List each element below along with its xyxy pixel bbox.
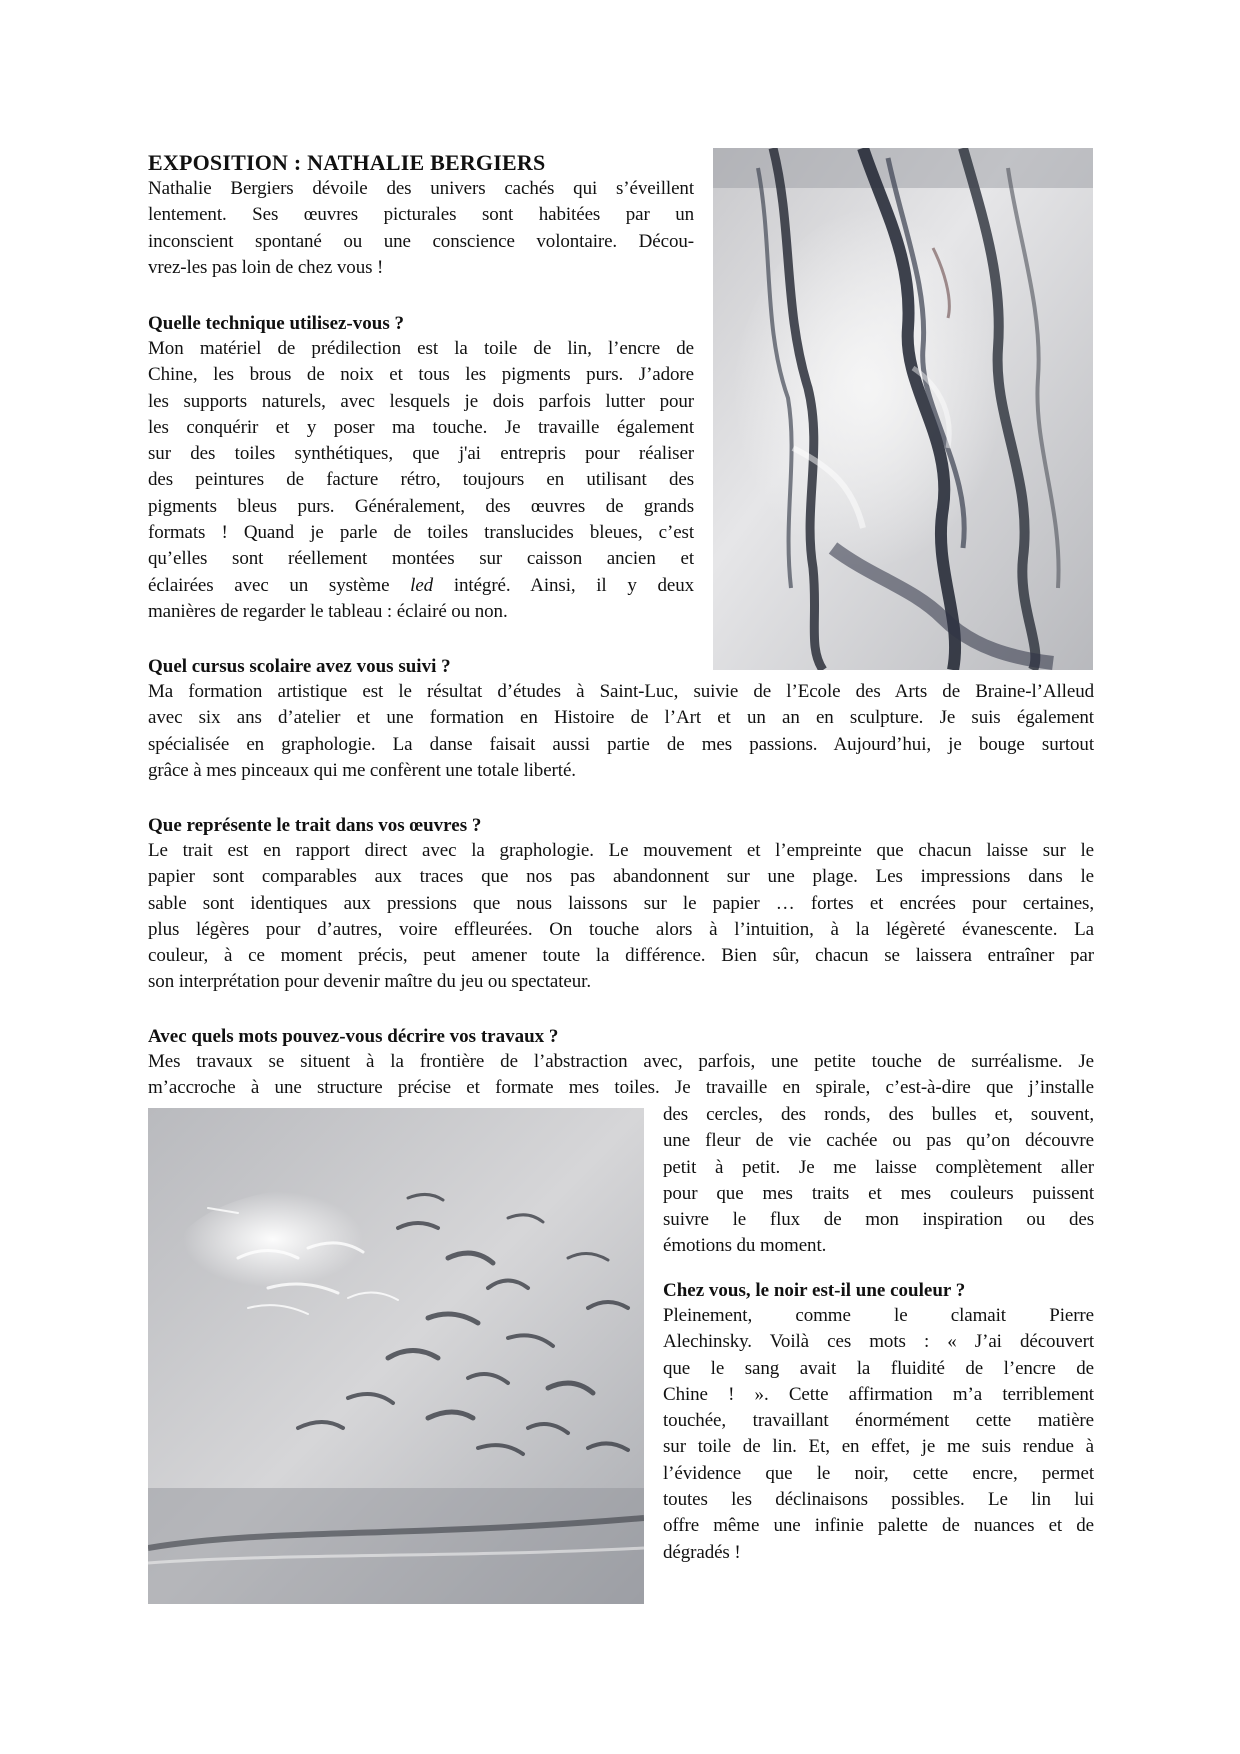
text-line: des peintures de facture rétro, toujours en utilisant des [148, 469, 694, 491]
text-line: Nathalie Bergiers dévoile des univers cachés qui s’éveillent [148, 178, 694, 199]
text-line: une fleur de vie cachée ou pas qu’on découvre [663, 1130, 1094, 1152]
text-line: les conquérir et y poser ma touche. Je travaille également [148, 416, 694, 438]
text-line: qu’elles sont réellement montées sur caisson ancien et [148, 548, 694, 570]
intro-paragraph [148, 176, 694, 281]
text-line: son interprétation pour devenir maître du jeu ou spectateur. [148, 971, 591, 993]
mots-paragraph-full [148, 1049, 1094, 1102]
text-line: que le sang avait la fluidité de l’encre de [663, 1357, 1094, 1379]
text-line: Le trait est en rapport direct avec la graphologie. Le mouvement et l’empreinte que chacun laisse sur le [148, 840, 1094, 861]
cursus-paragraph [148, 679, 1094, 784]
text-line: Chine, les brous de noix et tous les pigments purs. J’adore [148, 364, 694, 386]
text-line: l’évidence que le noir, cette encre, permet [663, 1462, 1094, 1484]
text-line: Alechinsky. Voilà ces mots : « J’ai découvert [663, 1331, 1094, 1353]
text-line: plus légères pour d’autres, voire effleurées. On touche alors à l’intuition, à la légèreté évanescente. La [148, 918, 1094, 940]
text-line: sable sont identiques aux pressions que nous laissons sur le papier … fortes et encrées pour certaines, [148, 892, 1094, 914]
ink-painting-swirling-strokes-icon [148, 1108, 644, 1604]
text-line: Ma formation artistique est le résultat d’études à Saint-Luc, suivie de l’Ecole des Arts de Braine-l’Alleud [148, 681, 1094, 702]
trait-paragraph [148, 838, 1094, 996]
text-line: sur des toiles synthétiques, que j'ai entrepris pour réaliser [148, 443, 694, 465]
mots-paragraph-narrow [663, 1102, 1094, 1260]
text-line: suivre le flux de mon inspiration ou des [663, 1209, 1094, 1231]
ink-painting-vertical-strokes-icon [713, 148, 1093, 670]
text-line: pour que mes traits et mes couleurs puissent [663, 1182, 1094, 1204]
article-title: EXPOSITION : NATHALIE BERGIERS [148, 150, 546, 175]
text-fragment: éclairées avec un système [148, 574, 390, 596]
text-line: les supports naturels, avec lesquels je dois parfois lutter pour [148, 390, 694, 412]
text-line: pigments bleus purs. Généralement, des œuvres de grands [148, 495, 694, 517]
text-line: petit à petit. Je me laisse complètement aller [663, 1156, 1094, 1178]
text-line: grâce à mes pinceaux qui me confèrent une totale liberté. [148, 759, 576, 781]
led-term: led [410, 574, 434, 596]
text-line: toutes les déclinaisons possibles. Le lin lui [663, 1489, 1094, 1511]
text-line: émotions du moment. [663, 1235, 827, 1257]
technique-paragraph [148, 336, 694, 625]
text-line: manières de regarder le tableau : éclairé ou non. [148, 600, 508, 622]
text-line: Pleinement, comme le clamait Pierre [663, 1305, 1094, 1326]
painting-top-image [713, 148, 1093, 670]
text-line: vrez-les pas loin de chez vous ! [148, 256, 384, 278]
section-heading-technique: Quelle technique utilisez-vous ? [148, 313, 404, 334]
text-line: des cercles, des ronds, des bulles et, souvent, [663, 1104, 1094, 1125]
text-line: sur toile de lin. Et, en effet, je me suis rendue à [663, 1436, 1094, 1458]
section-heading-trait: Que représente le trait dans vos œuvres ? [148, 815, 482, 836]
painting-bottom-image [148, 1108, 644, 1604]
text-line: Chine ! ». Cette affirmation m’a terriblement [663, 1383, 1094, 1405]
text-line: formats ! Quand je parle de toiles translucides bleues, c’est [148, 522, 694, 544]
text-line: spécialisée en graphologie. La danse faisait aussi partie de mes passions. Aujourd’hui, je bouge surtout [148, 733, 1094, 755]
text-line: touchée, travaillant énormément cette matière [663, 1410, 1094, 1432]
text-line: lentement. Ses œuvres picturales sont habitées par un [148, 204, 694, 226]
text-line: papier sont comparables aux traces que nos pas abandonnent sur une plage. Les impressions dans le [148, 866, 1094, 888]
text-line: m’accroche à une structure précise et formate mes toiles. Je travaille en spirale, c’est-à-dire que j’installe [148, 1077, 1094, 1099]
section-heading-mots: Avec quels mots pouvez-vous décrire vos travaux ? [148, 1026, 559, 1047]
text-fragment: intégré. Ainsi, il y deux [453, 574, 694, 596]
noir-paragraph [663, 1303, 1094, 1566]
text-line: offre même une infinie palette de nuances et de [663, 1515, 1094, 1537]
text-line: Mes travaux se situent à la frontière de l’abstraction avec, parfois, une petite touche de surréalisme. Je [148, 1051, 1094, 1072]
text-line: dégradés ! [663, 1541, 741, 1563]
text-line [148, 573, 694, 599]
text-line: couleur, à ce moment précis, peut amener toute la différence. Bien sûr, chacun se laissera entraîner par [148, 945, 1094, 967]
section-heading-noir: Chez vous, le noir est-il une couleur ? [663, 1280, 966, 1301]
text-line: inconscient spontané ou une conscience volontaire. Décou- [148, 230, 694, 252]
text-line: Mon matériel de prédilection est la toile de lin, l’encre de [148, 338, 694, 359]
text-line: avec six ans d’atelier et une formation en Histoire de l’Art et un an en sculpture. Je suis également [148, 707, 1094, 729]
section-heading-cursus: Quel cursus scolaire avez vous suivi ? [148, 656, 451, 677]
